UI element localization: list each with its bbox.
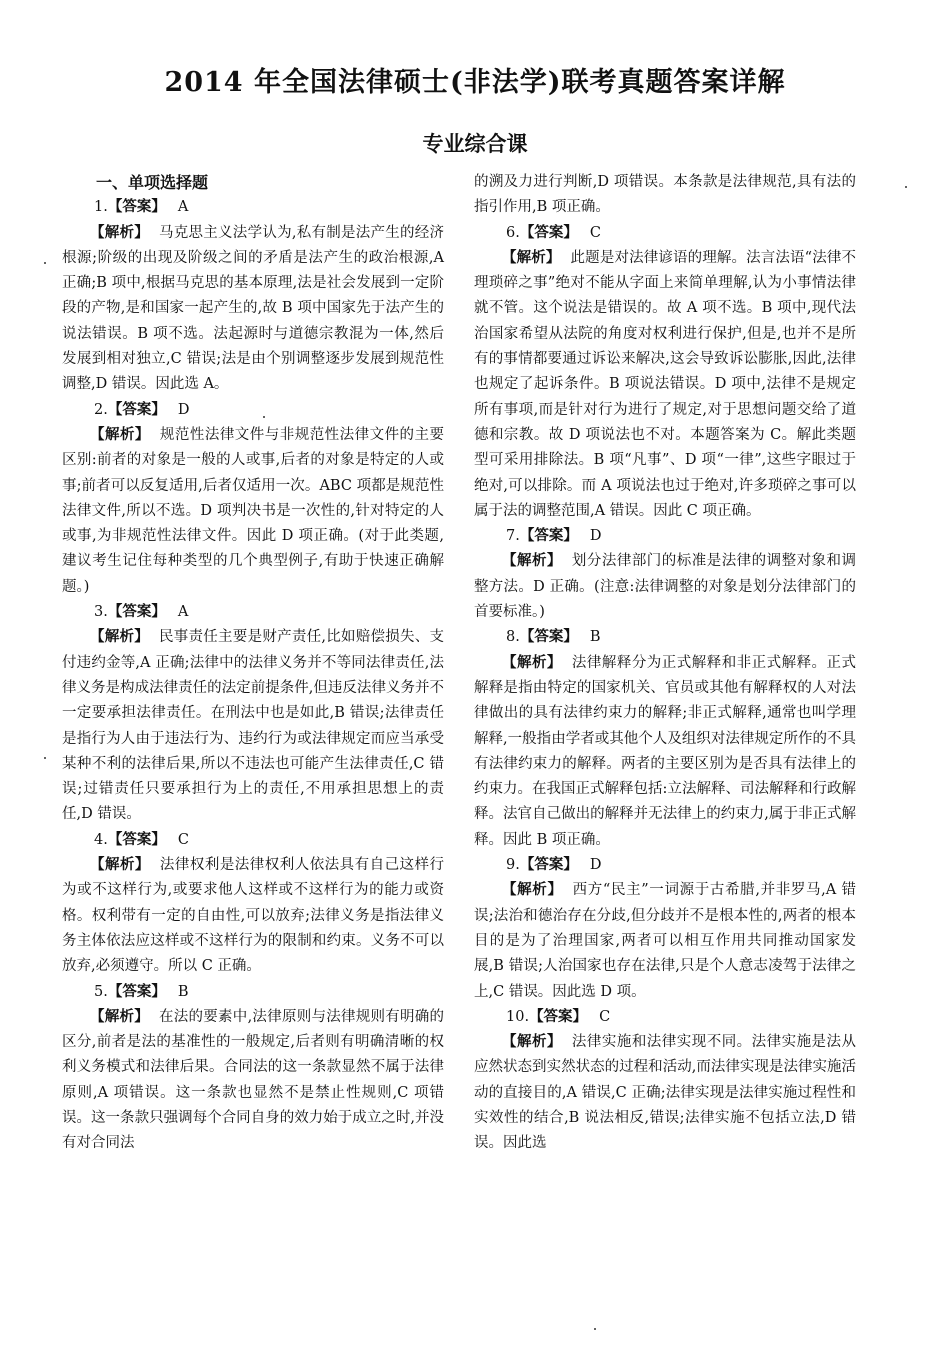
analysis-paragraph — [62, 1005, 444, 1157]
analysis-paragraph — [62, 221, 444, 398]
right-column-body — [474, 170, 856, 1157]
question-number: 3. — [94, 604, 108, 621]
analysis-label: 【解析】 — [502, 654, 562, 671]
left-column-body — [62, 195, 444, 1156]
analysis-paragraph — [62, 853, 444, 979]
answer-line — [62, 398, 444, 423]
analysis-label: 【解析】 — [90, 426, 150, 443]
analysis-text: 法律权利是法律权利人依法具有自己这样行为或不这样行为,或要求他人这样或不这样行为的能力或资格。权利带有一定的自由性,可以放弃;法律义务是指法律义务主体依法应这样或不这样行为的限制和约束。义务不可以放弃,必须遵守。所以 C 正确。 — [62, 857, 445, 975]
answer-label: 【答案】 — [107, 604, 166, 621]
answer-line — [62, 980, 444, 1005]
question-number: 6. — [506, 224, 520, 241]
question-number: 2. — [94, 401, 108, 418]
analysis-text: 此题是对法律谚语的理解。法言法语“法律不理琐碎之事”绝对不能从字面上来简单理解,认为小事情法律就不管。这个说法是错误的。故 A 项不选。B 项中,现代法治国家希望从法院的角度对权利进行保护,但是,也并不是所有的事情都要通过诉讼来解决,这会导致诉讼膨胀,因此,法律也规定了起诉条件。B 项说法错误。D 项中,法律不是规定所有事项,而是针对行为进行了规定,对于思想问题交给了道德和宗教。故 D 项说法也不对。本题答案为 C。解此类题型可采用排除法。B 项“凡事”、D 项“一律”,这些字眼过于绝对,可以排除。而 A 项说法也过于绝对,许多琐碎之事可以属于法的调整范围,A 错误。因此 C 项正确。 — [474, 249, 857, 519]
analysis-label: 【解析】 — [90, 1008, 150, 1025]
analysis-label: 【解析】 — [502, 882, 563, 899]
scan-speck — [905, 186, 907, 188]
analysis-text: 在法的要素中,法律原则与法律规则有明确的区分,前者是法的基准性的一般规定,后者则有明确清晰的权利义务模式和法律后果。合同法的这一条款显然不属于法律原则,A 项错误。这一条款也显然不是禁止性规则,C 项错误。这一条款只强调每个合同自身的效力始于成立之时,并没有对合同法 — [62, 1008, 445, 1152]
answer-line — [62, 195, 444, 220]
answer-label: 【答案】 — [519, 629, 578, 646]
analysis-label: 【解析】 — [90, 857, 150, 874]
continued-text: 的溯及力进行判断,D 项错误。本条款是法律规范,具有法的指引作用,B 项正确。 — [474, 174, 856, 216]
analysis-text: 划分法律部门的标准是法律的调整对象和调整方法。D 正确。(注意:法律调整的对象是划分法律部门的首要标准。) — [474, 553, 857, 621]
analysis-paragraph — [474, 878, 856, 1004]
analysis-text: 法律实施和法律实现不同。法律实施是法从应然状态到实然状态的过程和活动,而法律实现是法律实施活动的直接目的,A 错误,C 正确;法律实现是法律实施过程性和实效性的结合,B 说法相反,错误;法律实施不包括立法,D 错误。因此选 — [474, 1034, 857, 1152]
analysis-paragraph — [474, 549, 856, 625]
analysis-label: 【解析】 — [502, 249, 561, 266]
scan-speck — [44, 262, 46, 264]
analysis-text: 民事责任主要是财产责任,比如赔偿损失、支付违约金等,A 正确;法律中的法律义务并不等同法律责任,法律义务是构成法律责任的法定前提条件,但违反法律义务并不一定要承担法律责任。在刑法中也是如此,B 错误;法律责任是指行为人由于违法行为、违约行为或法律规定而应当承受某种不利的法律后果,所以不违法也可能产生法律责任,C 错误;过错责任只要承担行为上的责任,不用承担思想上的责任,D 错误。 — [62, 629, 445, 823]
answer-line — [62, 600, 444, 625]
answer-line — [62, 828, 444, 853]
analysis-paragraph — [62, 625, 444, 827]
answer-line — [474, 221, 856, 246]
question-number: 1. — [94, 199, 108, 216]
analysis-paragraph — [474, 651, 856, 853]
answer-value: B — [589, 629, 601, 646]
answer-line — [474, 853, 856, 878]
answer-line — [474, 1005, 856, 1030]
answer-label: 【答案】 — [529, 1008, 588, 1025]
scan-speck — [594, 1328, 596, 1330]
analysis-paragraph — [62, 423, 444, 600]
analysis-text: 规范性法律文件与非规范性法律文件的主要区别:前者的对象是一般的人或事,后者的对象是特定的人或事;前者可以反复适用,后者仅适用一次。ABC 项都是规范性法律文件,所以不选。D 项判决书是一次性的,针对特定的人或事,为非规范性法律文件。因此 D 项正确。(对于此类题,建议考生记住每种类型的几个典型例子,有助于快速正确解题。) — [62, 426, 445, 595]
left-column — [62, 170, 444, 1157]
question-number: 10. — [506, 1008, 530, 1025]
question-number: 4. — [94, 831, 108, 848]
answer-label: 【答案】 — [519, 528, 578, 545]
analysis-text: 法律解释分为正式解释和非正式解释。正式解释是指由特定的国家机关、官员或其他有解释权的人对法律做出的具有法律约束力的解释;非正式解释,通常也叫学理解释,一般指由学者或其他个人及组织对法律规定所作的不具有法律约束力的解释。两者的主要区别为是否具有法律上的约束力。在我国正式解释包括:立法解释、司法解释和行政解释。法官自己做出的解释并无法律上的约束力,属于非正式解释。因此 B 项正确。 — [474, 654, 857, 848]
scan-speck — [44, 757, 46, 759]
answer-label: 【答案】 — [519, 224, 578, 241]
section-heading: 一、单项选择题 — [96, 173, 209, 192]
question-number: 5. — [94, 983, 108, 1000]
analysis-text: 西方“民主”一词源于古希腊,并非罗马,A 错误;法治和德治存在分歧,但分歧并不是根本性的,两者的根本目的是为了治理国家,两者可以相互作用共同推动国家发展,B 错误;人治国家也存在法律,只是个人意志凌驾于法律之上,C 错误。因此选 D 项。 — [474, 882, 857, 1000]
question-number: 8. — [506, 629, 520, 646]
answer-value: C — [599, 1008, 611, 1025]
answer-value: A — [177, 604, 189, 621]
answer-label: 【答案】 — [107, 401, 166, 418]
scan-speck — [263, 416, 265, 418]
analysis-label: 【解析】 — [90, 629, 150, 646]
answer-label: 【答案】 — [107, 983, 166, 1000]
answer-line — [474, 625, 856, 650]
answer-value: C — [177, 831, 189, 848]
answer-value: A — [177, 199, 189, 216]
analysis-paragraph — [474, 1030, 856, 1156]
answer-value: B — [177, 983, 189, 1000]
question-number: 7. — [506, 528, 520, 545]
answer-value: C — [589, 224, 601, 241]
answer-line — [474, 524, 856, 549]
answer-label: 【答案】 — [519, 857, 578, 874]
page-title: 2014 年全国法律硕士(非法学)联考真题答案详解 — [164, 67, 786, 98]
page-subtitle: 专业综合课 — [422, 132, 528, 156]
answer-value: D — [589, 857, 602, 874]
analysis-text: 马克思主义法学认为,私有制是法产生的经济根源;阶级的出现及阶级之间的矛盾是法产生的政治根源,A 正确;B 项中,根据马克思的基本原理,法是社会发展到一定阶段的产物,是和国家一起产生的,故 B 项中国家先于法产生的说法错误。B 项不选。法起源时与道德宗教混为一体,然后发展到相对独立,C 错误;法是由个别调整逐步发展到规范性调整,D 错误。因此选 A。 — [62, 224, 445, 393]
answer-label: 【答案】 — [107, 831, 166, 848]
analysis-paragraph — [474, 246, 856, 524]
analysis-label: 【解析】 — [90, 224, 150, 241]
question-number: 9. — [506, 857, 520, 874]
right-column — [474, 170, 856, 1157]
answer-label: 【答案】 — [107, 199, 166, 216]
analysis-label: 【解析】 — [502, 1034, 562, 1051]
answer-value: D — [177, 401, 190, 418]
analysis-label: 【解析】 — [502, 553, 562, 570]
answer-value: D — [589, 528, 602, 545]
